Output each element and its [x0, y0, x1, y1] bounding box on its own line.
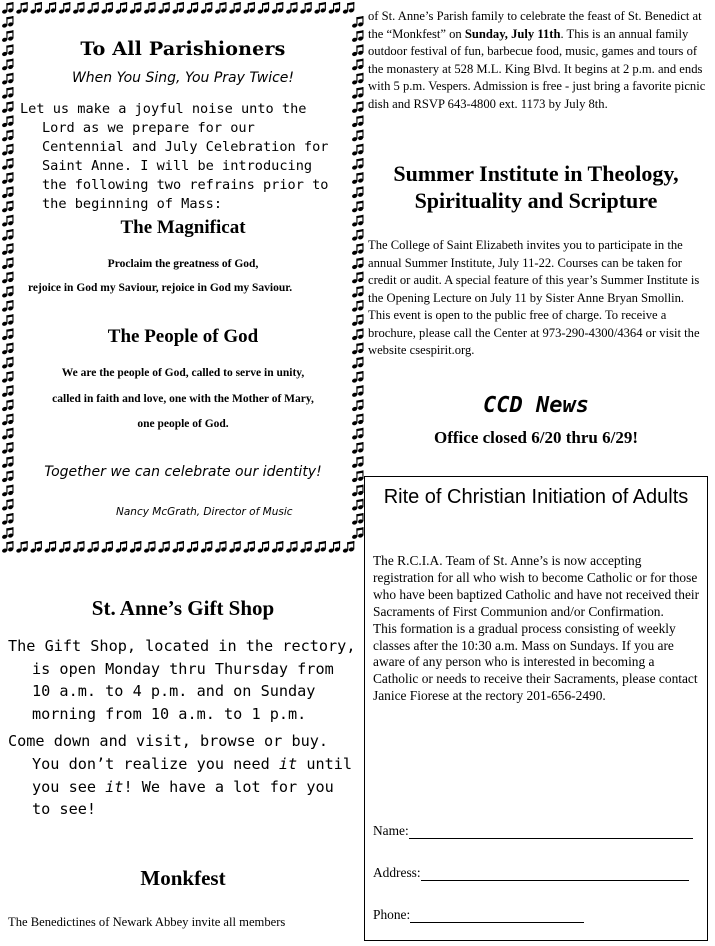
rcia-paragraph: The R.C.I.A. Team of St. Anne’s is now accepting registration for all who wish to become Catholic or for those who have been baptized Catholic and have not received their Sacraments of First Communion and/or Confirmation. [373, 553, 700, 619]
gift-shop-body [8, 635, 358, 826]
parishioners-credit: Nancy McGrath, Director of Music [116, 506, 293, 518]
hymn-line: called in faith and love, one with the Mother of Mary, [52, 393, 314, 405]
institute-title: Summer Institute in Theology, Spirituality and Scripture [393, 161, 679, 213]
name-field[interactable]: Name: [373, 823, 693, 839]
gift-shop-paragraph: The Gift Shop, located in the rectory, is open Monday thru Thursday from 10 a.m. to 4 p.m. and on Sunday morning from 10 a.m. to 1 p.m. [8, 637, 356, 723]
ccd-subtitle: Office closed 6/20 thru 6/29! [434, 428, 638, 447]
hymn-line: We are the people of God, called to serve in unity, [61, 367, 305, 379]
hymn-line: rejoice in God my Saviour, rejoice in God my Saviour. [28, 282, 293, 294]
gift-shop-title: St. Anne’s Gift Shop [91, 596, 275, 620]
phone-field[interactable]: Phone: [373, 907, 584, 923]
parishioners-subtitle: When You Sing, You Pray Twice! [71, 70, 295, 86]
address-field[interactable]: Address: [373, 865, 689, 881]
rcia-box [364, 476, 708, 941]
parishioners-title: To All Parishioners [80, 38, 286, 60]
ccd-title: CCD News [483, 393, 589, 418]
institute-body: The College of Saint Elizabeth invites you to participate in the annual Summer Institute, July 11-22. Courses can be taken for credit or audit. A special feature of this year’s Summer Institute is the Opening Lecture on July 11 by Sister Anne Bryan Smollin. This event is open to the public free of charge. To receive a brochure, please call the Center at 973-290-4300/4364 or visit the website csespirit.org. [368, 238, 700, 357]
rcia-title: Rite of Christian Initiation of Adults [383, 486, 689, 508]
monkfest-title: Monkfest [140, 866, 226, 890]
hymn-title-magnificat: The Magnificat [120, 217, 246, 238]
rcia-paragraph: This formation is a gradual process consisting of weekly classes after the 10:30 a.m. Mass on Sundays. If you are aware of any person who is interested in becoming a Catholic or needs to receive their Sacraments, please contact Janice Fiorese at the rectory 201-656-2490. [373, 620, 698, 704]
parishioners-box [0, 0, 366, 555]
hymn-title-people-of-god: The People of God [107, 326, 259, 347]
monkfest-body: The Benedictines of Newark Abbey invite all members [8, 915, 286, 929]
gift-shop-paragraph: Come down and visit, browse or buy. You don’t realize you need it until you see it! We have a lot for you to see! [8, 732, 353, 819]
parishioners-closing: Together we can celebrate our identity! [44, 464, 322, 480]
rcia-body [373, 553, 703, 705]
hymn-line: Proclaim the greatness of God, [107, 258, 259, 270]
hymn-line: one people of God. [137, 418, 229, 430]
parishioners-intro: Let us make a joyful noise unto the Lord as we prepare for our Centennial and July Celebration for Saint Anne. I will be introducing the following two refrains prior to the beginning of Mass: [20, 101, 329, 212]
monkfest-continued: of St. Anne’s Parish family to celebrate the feast of St. Benedict at the “Monkfest” on Sunday, July 11th. This is an annual family outdoor festival of fun, barbecue food, music, games and tours of the monastery at 528 M.L. King Blvd. It begins at 2 p.m. and ends with 5 p.m. Vespers. Admission is free - just bring a favorite picnic dish and RSVP 643-4800 ext. 1173 by July 8th. [368, 9, 706, 111]
monkfest-date: Sunday, July 11th [464, 26, 561, 41]
